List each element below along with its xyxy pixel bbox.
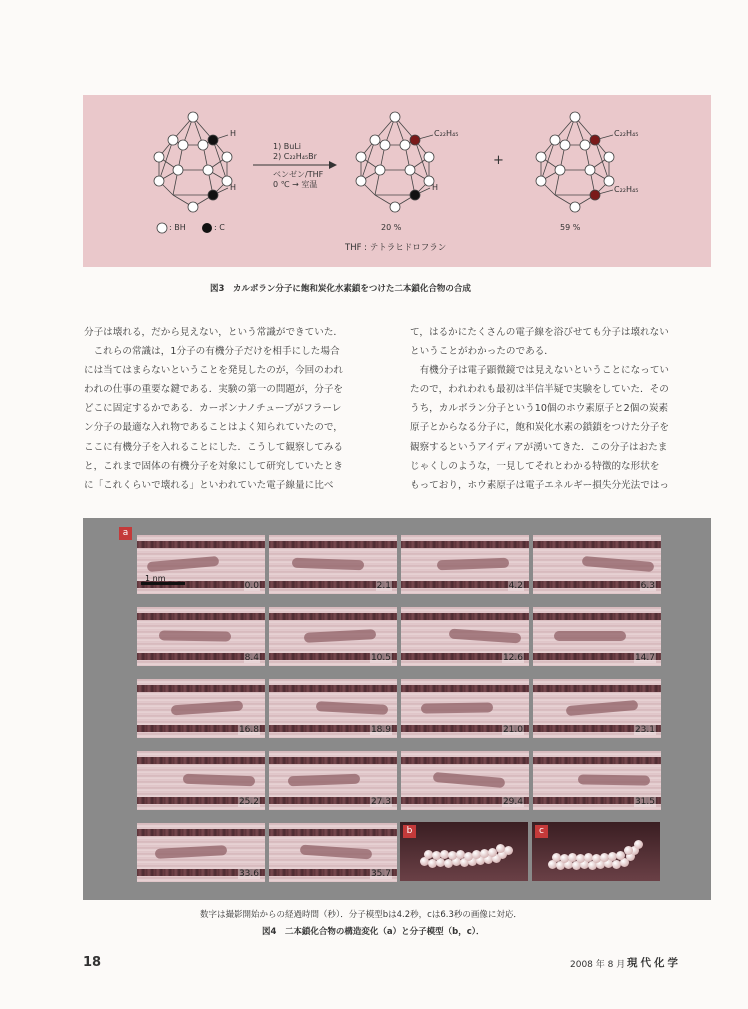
molecule-contrast — [300, 845, 373, 860]
nanotube-wall-top — [269, 757, 397, 764]
legend-c-marker — [202, 223, 212, 233]
frame-time-label: 0.0 — [244, 581, 259, 591]
plus-sign: + — [493, 153, 504, 168]
tem-frame — [269, 823, 397, 882]
molecule-contrast — [433, 772, 506, 788]
nanotube-wall-top — [137, 613, 265, 620]
text-line: われの仕事の重要な鍵である．実験の第一の問題が，分子を — [84, 384, 344, 396]
text-column-right — [410, 323, 715, 495]
frame-time-label: 6.3 — [640, 581, 655, 591]
scale-bar-label: 1 nm — [145, 574, 166, 583]
tem-frame — [533, 607, 661, 666]
nanotube-wall-top — [533, 757, 661, 764]
tem-frame — [533, 679, 661, 738]
molecule-contrast — [437, 558, 509, 571]
journal-name: 現代化学 — [627, 957, 681, 969]
nanotube-wall-top — [269, 829, 397, 836]
text-line: これらの常識は，1分子の有機分子だけを相手にした場合 — [84, 346, 340, 358]
h-label-top: H — [230, 129, 237, 138]
legend-bh-label: : BH — [169, 223, 186, 232]
nanotube-wall-top — [269, 541, 397, 548]
nanotube-wall-top — [401, 685, 529, 692]
molecule-contrast — [159, 630, 231, 641]
thf-note: THF : テトラヒドロフラン — [345, 243, 447, 253]
nanotube-wall-top — [137, 685, 265, 692]
figure-4 — [83, 518, 711, 900]
tem-frame — [137, 679, 265, 738]
text-line: どこに固定するかである．カーボンナノチューブがフラーレ — [84, 403, 342, 415]
tem-frame — [269, 535, 397, 594]
frame-time-label: 12.6 — [502, 653, 523, 663]
figure-3-caption: 図3 カルボラン分子に飽和炭化水素鎖をつけた二本鎖化合物の合成 — [210, 284, 471, 294]
nanotube-wall-top — [137, 541, 265, 548]
molecule-contrast — [304, 629, 376, 643]
molecule-contrast — [183, 774, 255, 787]
nanotube-wall-top — [269, 613, 397, 620]
solvent-2: 0 ℃ → 室温 — [273, 180, 318, 189]
molecule-contrast — [566, 700, 639, 716]
text-line: には当てはまらないということを発見したのが，今回のわれ — [84, 365, 344, 377]
h-label-mono: H — [432, 183, 439, 192]
model-atom — [504, 846, 513, 855]
tem-frame — [137, 751, 265, 810]
frame-time-label: 10.5 — [370, 653, 391, 663]
nanotube-wall-top — [401, 613, 529, 620]
frame-time-label: 21.0 — [502, 725, 523, 735]
tem-frame — [137, 823, 265, 882]
text-column-left — [84, 323, 389, 495]
molecule-contrast — [449, 629, 522, 644]
molecular-model-b — [400, 822, 528, 881]
nanotube-wall-top — [533, 541, 661, 548]
molecule-contrast — [171, 701, 244, 716]
frame-time-label: 16.8 — [238, 725, 259, 735]
molecule-contrast — [155, 845, 227, 859]
tem-frame — [269, 679, 397, 738]
frame-time-label: 8.4 — [244, 653, 259, 663]
molecule-contrast — [578, 774, 650, 785]
tem-frame — [401, 535, 529, 594]
nanotube-wall-top — [269, 685, 397, 692]
page-number: 18 — [83, 955, 102, 970]
legend-bh-marker — [157, 223, 167, 233]
tem-frame — [137, 607, 265, 666]
text-line: て，はるかにたくさんの電子線を浴びせても分子は壊れない — [410, 327, 669, 338]
h-label-bottom: H — [230, 183, 237, 192]
nanotube-wall-top — [533, 613, 661, 620]
tem-frame — [401, 679, 529, 738]
model-atom — [496, 844, 505, 853]
text-line: ということがわかったのである． — [410, 346, 554, 358]
molecule-contrast — [316, 701, 388, 715]
figure-3 — [83, 95, 711, 267]
molecule-contrast — [554, 631, 626, 641]
carborane-molecule — [154, 112, 232, 212]
frame-time-label: 25.2 — [238, 797, 259, 807]
frame-time-label: 33.6 — [238, 869, 259, 879]
frame-time-label: 18.9 — [370, 725, 391, 735]
nanotube-wall-top — [137, 829, 265, 836]
issue-date: 2008 年 8 月 — [570, 960, 626, 970]
frame-time-label: 2.1 — [376, 581, 391, 591]
solvent-1: ベンゼン/THF — [273, 170, 324, 179]
text-line: ン分子の最適な入れ物であることはよく知られていたので， — [84, 422, 343, 434]
figure-4-caption: 図4 二本鎖化合物の構造変化（a）と分子模型（b，c）． — [262, 927, 485, 937]
figure-4-note: 数字は撮影開始からの経過時間（秒）．分子模型bは4.2秒，cは6.3秒の画像に対応． — [200, 910, 522, 920]
yield-di: 59 % — [560, 223, 581, 232]
text-line: うち，カルボラン分子という10個のホウ素原子と2個の炭素 — [410, 403, 669, 415]
nanotube-wall-top — [137, 757, 265, 764]
tem-frame — [533, 751, 661, 810]
molecule-contrast — [288, 774, 360, 787]
mono-substituted-molecule — [356, 112, 434, 212]
tem-frame — [269, 607, 397, 666]
frame-time-label: 14.7 — [634, 653, 655, 663]
text-line: 分子は壊れる，だから見えない，という常識ができていた． — [84, 327, 344, 338]
molecule-contrast — [421, 702, 493, 713]
nanotube-wall-top — [533, 685, 661, 692]
frame-time-label: 35.7 — [370, 869, 391, 879]
reagent-1: 1) BuLi — [273, 142, 301, 151]
model-atom — [634, 840, 643, 849]
frame-time-label: 23.1 — [634, 725, 655, 735]
text-line: もっており，ホウ素原子は電子エネルギー損失分光法ではっ — [410, 479, 670, 491]
text-line: 有機分子は電子顕微鏡では見えないということになってい — [410, 365, 670, 377]
tem-frame — [533, 535, 661, 594]
frame-time-label: 27.3 — [370, 797, 391, 807]
frame-time-label: 4.2 — [508, 581, 523, 591]
molecule-contrast — [147, 556, 220, 572]
tem-frame — [269, 751, 397, 810]
substituent-label-di-bottom: C₂₂H₄₅ — [614, 185, 639, 194]
di-substituted-molecule — [536, 112, 614, 212]
reagent-2: 2) C₂₂H₄₅Br — [273, 152, 317, 161]
substituent-label-mono: C₂₂H₄₅ — [434, 129, 459, 138]
text-line: じゃくしのような，一見してそれとわかる特徴的な形状を — [410, 460, 660, 472]
tem-frame — [401, 751, 529, 810]
nanotube-wall-top — [401, 541, 529, 548]
panel-label-a: a — [119, 527, 132, 540]
frame-time-label: 29.4 — [502, 797, 523, 807]
model-atom — [624, 846, 633, 855]
yield-mono: 20 % — [381, 223, 402, 232]
substituent-label-di-top: C₂₂H₄₅ — [614, 129, 639, 138]
tem-frame — [137, 535, 265, 594]
text-line: 観察するというアイディアが湧いてきた．この分子はおたま — [410, 441, 668, 453]
molecule-contrast — [292, 558, 364, 571]
text-line: 原子とからなる分子に，飽和炭化水素の鎖鎖をつけた分子を — [410, 422, 670, 434]
frame-time-label: 31.5 — [634, 797, 655, 807]
text-line: たので，われわれも最初は半信半疑で実験をしていた．その — [410, 384, 669, 396]
text-line: ここに有機分子を入れることにした．こうして観察してみる — [84, 441, 344, 453]
legend-c-label: : C — [214, 223, 225, 232]
molecular-model-c — [532, 822, 660, 881]
nanotube-wall-top — [401, 757, 529, 764]
molecule-contrast — [582, 556, 655, 572]
panel-label-b: b — [403, 825, 416, 838]
tem-frame — [401, 607, 529, 666]
text-line: に「これくらいで壊れる」といわれていた電子線量に比べ — [84, 479, 334, 491]
panel-label-c: c — [535, 825, 548, 838]
text-line: と，これまで固体の有機分子を対象にして研究していたとき — [84, 460, 344, 472]
